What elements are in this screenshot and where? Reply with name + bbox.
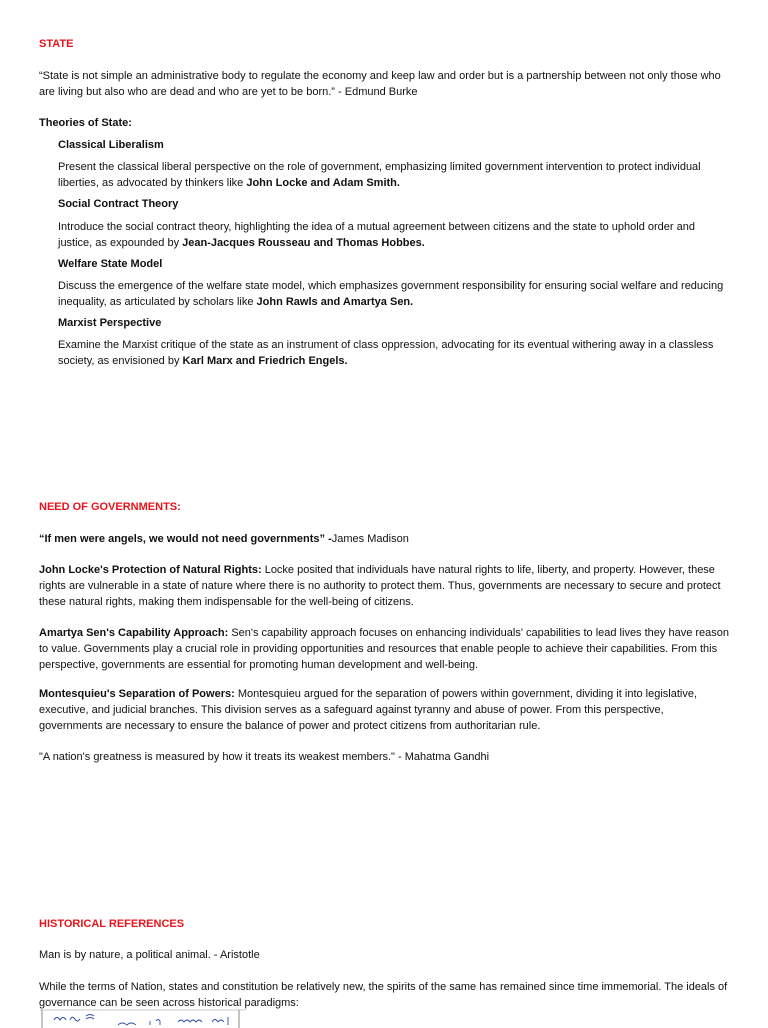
aristotle-quote: Man is by nature, a political animal. - Aristotle: [39, 949, 260, 961]
handwriting-scribble: [38, 1008, 248, 1028]
history-heading: HISTORICAL REFERENCES: [39, 918, 185, 930]
sen-point: Amartya Sen's Capability Approach: Sen's capability approach focuses on enhancing individuals' capabilities to lead lives they have reason to value. Governments play a crucial role in providing opportunities and resources that enable people to achieve their capabilities. From this perspective, governments are essential for promoting human development and well-being.: [39, 627, 730, 671]
burke-quote: “State is not simple an administrative body to regulate the economy and keep law and order but is a partnership between not only those who are living but also who are dead and who are yet to be born.” - Edmund Burke: [39, 70, 721, 98]
theory-text: Examine the Marxist critique of the state as an instrument of class oppression, advocating for its eventual withering away in a classless society, as envisioned by Karl Marx and Friedrich Engels.: [58, 339, 714, 367]
theory-title: Marxist Perspective: [58, 317, 162, 329]
theory-text: Introduce the social contract theory, highlighting the idea of a mutual agreement between citizens and the state to uphold order and justice, as expounded by Jean-Jacques Rousseau and Thomas Hobbes.: [58, 221, 695, 249]
montesquieu-point: Montesquieu's Separation of Powers: Montesquieu argued for the separation of powers within government, dividing it into legislative, executive, and judicial branches. This division serves as a safeguard against tyranny and abuse of power. From this perspective, governments are necessary to ensure the balance of power and protect citizens from authoritarian rule.: [39, 688, 698, 732]
madison-quote: “If men were angels, we would not need governments” -James Madison: [39, 533, 409, 545]
need-heading: NEED OF GOVERNMENTS:: [39, 501, 181, 513]
theory-text: Present the classical liberal perspective on the role of government, emphasizing limited government intervention to protect individual liberties, as advocated by thinkers like John Locke and Adam Smith.: [58, 161, 701, 189]
theory-title: Classical Liberalism: [58, 139, 164, 151]
theories-title: Theories of State:: [39, 117, 132, 129]
history-intro: While the terms of Nation, states and constitution be relatively new, the spirits of the same has remained since time immemorial. The ideals of governance can be seen across historical paradigms:: [39, 981, 728, 1009]
theory-title: Welfare State Model: [58, 258, 163, 270]
gandhi-quote: "A nation's greatness is measured by how it treats its weakest members." - Mahatma Gandhi: [39, 751, 490, 763]
locke-point: John Locke's Protection of Natural Rights: Locke posited that individuals have natural rights to life, liberty, and property. However, these rights are vulnerable in a state of nature where there is no authority to protect them. Thus, governments are necessary to secure and protect these natural rights, making them indispensable for the well-being of citizens.: [39, 564, 721, 608]
theory-text: Discuss the emergence of the welfare state model, which emphasizes government responsibility for ensuring social welfare and reducing inequality, as articulated by scholars like John Rawls and Amartya Sen.: [58, 280, 724, 308]
state-heading: STATE: [39, 38, 74, 50]
theory-title: Social Contract Theory: [58, 198, 179, 210]
